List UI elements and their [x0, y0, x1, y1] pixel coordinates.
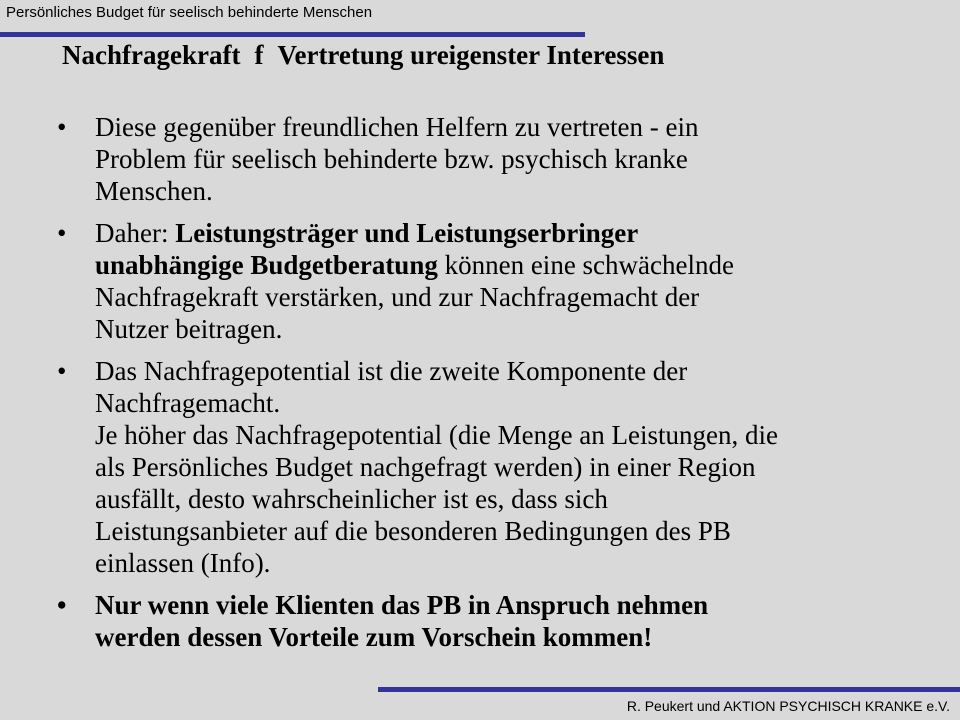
bullet-item-2: [57, 217, 917, 345]
bullet-1-line-3: Menschen.: [95, 176, 213, 206]
title-part-2: f: [254, 40, 264, 70]
bullet-1-line-1: Diese gegenüber freundlichen Helfern zu vertreten - ein: [95, 112, 699, 142]
bullet-3-line-5: ausfällt, desto wahrscheinlicher ist es, dass sich: [95, 484, 608, 514]
bullet-marker: •: [57, 112, 67, 142]
bullet-item-4: [57, 589, 917, 653]
bullet-4-line-1: Nur wenn viele Klienten das PB in Anspruch nehmen: [95, 590, 709, 620]
bullet-1-line-2: Problem für seelisch behinderte bzw. psychisch kranke: [95, 144, 688, 174]
bullet-marker: •: [57, 590, 67, 620]
bullet-3-line-4: als Persönliches Budget nachgefragt werden) in einer Region: [95, 452, 756, 482]
bullet-2-prefix: Daher:: [95, 218, 176, 248]
bullet-2-rest-line-2: können eine schwächelnde: [437, 250, 734, 280]
bullet-item-1: [57, 111, 917, 207]
bullet-2-line-3: Nachfragekraft verstärken, und zur Nachfragemacht der: [95, 282, 700, 312]
bullet-item-3: [57, 355, 917, 579]
header-rule: [0, 32, 585, 37]
bullet-3-line-7: einlassen (Info).: [95, 548, 271, 578]
slide-footer: R. Peukert und AKTION PSYCHISCH KRANKE e.V.: [626, 698, 950, 714]
slide-title: [62, 40, 664, 71]
bullet-3-line-1: Das Nachfragepotential ist die zweite Komponente der: [95, 356, 688, 386]
bullet-3-line-3: Je höher das Nachfragepotential (die Menge an Leistungen, die: [95, 420, 778, 450]
bullet-4-line-2: werden dessen Vorteile zum Vorschein kommen!: [95, 622, 653, 652]
bullet-2-line-4: Nutzer beitragen.: [95, 314, 283, 344]
bullet-2-bold-line-2: unabhängige Budgetberatung: [95, 250, 438, 280]
bullet-marker: •: [57, 218, 67, 248]
slide-header: Persönliches Budget für seelisch behinderte Menschen: [6, 4, 373, 21]
bullet-list: [57, 111, 917, 663]
bullet-2-bold-line-1: Leistungsträger und Leistungserbringer: [175, 218, 639, 248]
bullet-marker: •: [57, 356, 67, 386]
title-part-3: Vertretung ureigenster Interessen: [277, 40, 665, 70]
footer-rule: [378, 687, 960, 692]
bullet-3-line-6: Leistungsanbieter auf die besonderen Bedingungen des PB: [95, 516, 731, 546]
title-part-1: Nachfragekraft: [62, 40, 241, 70]
bullet-3-line-2: Nachfragemacht.: [95, 388, 281, 418]
